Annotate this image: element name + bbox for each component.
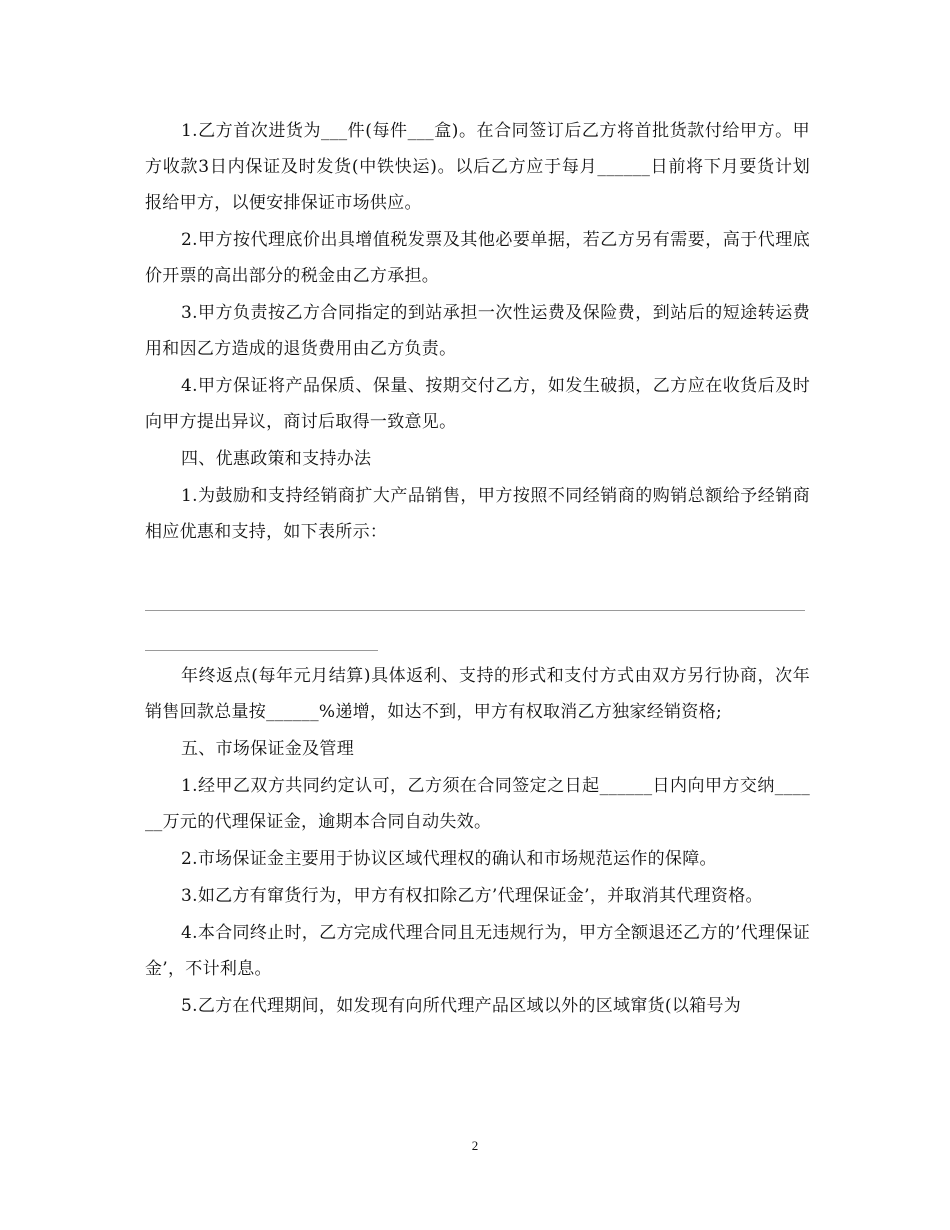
paragraph-deposit-purpose: 2.市场保证金主要用于协议区域代理权的确认和市场规范运作的保障。: [181, 849, 717, 869]
paragraph-year-end-rebate: 年终返点(每年元月结算)具体返利、支持的形式和支付方式由双方另行协商，次年销售回款总量按______%递增，如达不到，甲方有权取消乙方独家经销资格;: [145, 666, 810, 722]
paragraph-quality: 4.甲方保证将产品保质、保量、按期交付乙方，如发生破损，乙方应在收货后及时向甲方提出异议，商讨后取得一致意见。: [145, 376, 810, 432]
paragraph-deposit-refund: 4.本合同终止时，乙方完成代理合同且无违规行为，甲方全额退还乙方的’代理保证金’，不计利息。: [145, 923, 810, 979]
table-placeholder-line: [145, 610, 805, 611]
heading-section-five: 五、市场保证金及管理: [181, 739, 354, 759]
paragraph-region-violation: 5.乙方在代理期间，如发现有向所代理产品区域以外的区域窜货(以箱号为: [181, 996, 742, 1016]
body-text-upper: [145, 113, 810, 551]
page-number: 2: [471, 1138, 479, 1153]
paragraph-cross-selling: 3.如乙方有窜货行为，甲方有权扣除乙方’代理保证金’，并取消其代理资格。: [181, 886, 763, 906]
paragraph-freight: 3.甲方负责按乙方合同指定的到站承担一次性运费及保险费，到站后的短途转运费用和因乙方造成的退货费用由乙方负责。: [145, 303, 810, 359]
heading-section-four: 四、优惠政策和支持办法: [181, 449, 372, 469]
paragraph-first-shipment: 1.乙方首次进货为___件(每件___盒)。在合同签订后乙方将首批货款付给甲方。甲方收款3日内保证及时发货(中铁快运)。以后乙方应于每月______日前将下月要货计划报给甲方，以便安排保证市场供应。: [145, 121, 810, 213]
body-text-lower: [145, 658, 810, 1025]
table-placeholder-line-short: [145, 650, 378, 651]
paragraph-discount: 1.为鼓励和支持经销商扩大产品销售，甲方按照不同经销商的购销总额给予经销商相应优惠和支持，如下表所示：: [145, 486, 810, 542]
paragraph-invoice: 2.甲方按代理底价出具增值税发票及其他必要单据，若乙方另有需要，高于代理底价开票的高出部分的税金由乙方承担。: [145, 230, 810, 286]
paragraph-deposit: 1.经甲乙双方共同约定认可，乙方须在合同签定之日起______日内向甲方交纳______万元的代理保证金，逾期本合同自动失效。: [145, 776, 810, 832]
